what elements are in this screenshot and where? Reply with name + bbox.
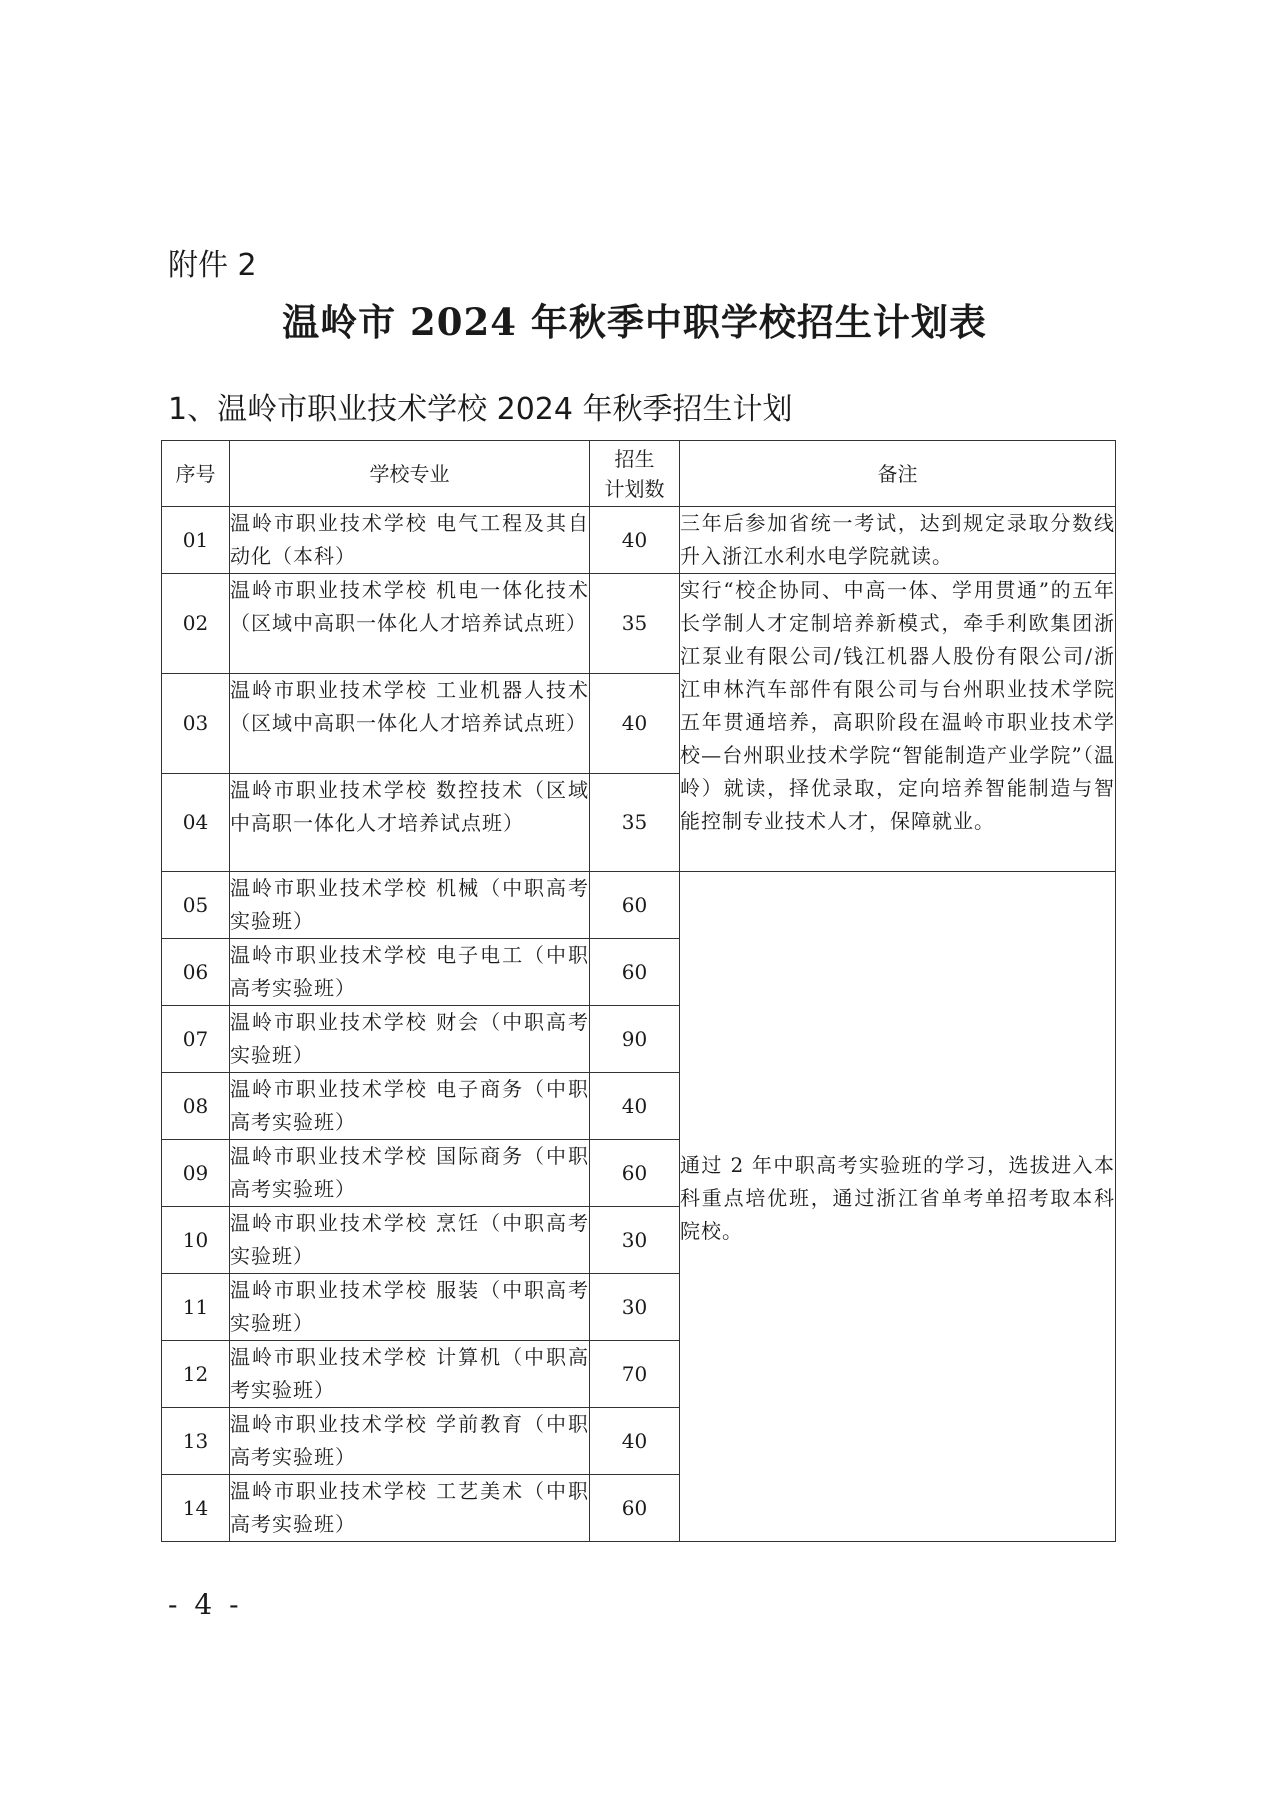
row-seq: 07 (162, 1006, 230, 1073)
row-seq: 08 (162, 1073, 230, 1140)
row-seq: 09 (162, 1140, 230, 1207)
row-quota: 60 (590, 939, 680, 1006)
header-major: 学校专业 (230, 441, 590, 507)
row-seq: 03 (162, 674, 230, 774)
row-quota: 40 (590, 507, 680, 574)
page-number: - 4 - (168, 1588, 243, 1621)
row-major: 温岭市职业技术学校 服装（中职高考实验班） (230, 1274, 590, 1341)
row-quota: 70 (590, 1341, 680, 1408)
row-major: 温岭市职业技术学校 电子商务（中职高考实验班） (230, 1073, 590, 1140)
row-quota: 35 (590, 574, 680, 674)
row-quota: 30 (590, 1207, 680, 1274)
row-quota: 35 (590, 774, 680, 872)
note-rows05-14 (680, 872, 1116, 1542)
document-title: 温岭市 2024 年秋季中职学校招生计划表 (282, 300, 987, 344)
row-major: 温岭市职业技术学校 电气工程及其自动化（本科） (230, 507, 590, 574)
row-major: 温岭市职业技术学校 烹饪（中职高考实验班） (230, 1207, 590, 1274)
row-major: 温岭市职业技术学校 数控技术（区域中高职一体化人才培养试点班） (230, 774, 590, 872)
row-seq: 02 (162, 574, 230, 674)
row-seq: 06 (162, 939, 230, 1006)
row-seq: 12 (162, 1341, 230, 1408)
row-seq: 14 (162, 1475, 230, 1542)
enrollment-plan-table (161, 440, 1116, 1542)
row-quota: 60 (590, 872, 680, 939)
row-seq: 10 (162, 1207, 230, 1274)
note-rows02-04: 实行“校企协同、中高一体、学用贯通”的五年长学制人才定制培养新模式，牵手利欧集团浙江泵业有限公司/钱江机器人股份有限公司/浙江申林汽车部件有限公司与台州职业技术学院五年贯通培养，高职阶段在温岭市职业技术学校—台州职业技术学院“智能制造产业学院”（温岭）就读，择优录取，定向培养智能制造与智能控制专业技术人才，保障就业。 (680, 574, 1116, 872)
header-quota (590, 441, 680, 507)
row-seq: 04 (162, 774, 230, 872)
table-header-row (162, 441, 1116, 507)
row-major: 温岭市职业技术学校 电子电工（中职高考实验班） (230, 939, 590, 1006)
row-quota: 40 (590, 1408, 680, 1475)
row-quota: 40 (590, 1073, 680, 1140)
table-row (162, 507, 1116, 574)
table-row (162, 872, 1116, 939)
row-major: 温岭市职业技术学校 计算机（中职高考实验班） (230, 1341, 590, 1408)
row-major: 温岭市职业技术学校 机电一体化技术（区域中高职一体化人才培养试点班） (230, 574, 590, 674)
note-row01: 三年后参加省统一考试，达到规定录取分数线升入浙江水利水电学院就读。 (680, 507, 1116, 574)
row-major: 温岭市职业技术学校 工业机器人技术（区域中高职一体化人才培养试点班） (230, 674, 590, 774)
row-seq: 13 (162, 1408, 230, 1475)
row-major: 温岭市职业技术学校 国际商务（中职高考实验班） (230, 1140, 590, 1207)
row-quota: 60 (590, 1475, 680, 1542)
row-major: 温岭市职业技术学校 财会（中职高考实验班） (230, 1006, 590, 1073)
row-quota: 90 (590, 1006, 680, 1073)
header-quota-line1: 招生 (614, 446, 655, 471)
row-seq: 11 (162, 1274, 230, 1341)
note-rows05-14-text: 通过 2 年中职高考实验班的学习，选拔进入本科重点培优班，通过浙江省单考单招考取本科院校。 (680, 1153, 1115, 1243)
attachment-label: 附件 2 (168, 248, 257, 283)
header-seq: 序号 (162, 441, 230, 507)
row-quota: 40 (590, 674, 680, 774)
row-quota: 60 (590, 1140, 680, 1207)
row-major: 温岭市职业技术学校 工艺美术（中职高考实验班） (230, 1475, 590, 1542)
row-seq: 05 (162, 872, 230, 939)
header-quota-line2: 计划数 (604, 476, 665, 501)
row-major: 温岭市职业技术学校 学前教育（中职高考实验班） (230, 1408, 590, 1475)
row-major: 温岭市职业技术学校 机械（中职高考实验班） (230, 872, 590, 939)
row-seq: 01 (162, 507, 230, 574)
section-title: 1、温岭市职业技术学校 2024 年秋季招生计划 (168, 392, 793, 427)
table-row (162, 574, 1116, 674)
header-notes: 备注 (680, 441, 1116, 507)
row-quota: 30 (590, 1274, 680, 1341)
